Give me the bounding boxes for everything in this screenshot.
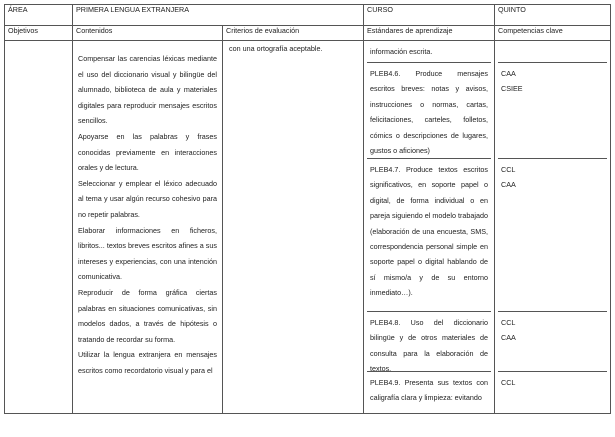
criterios-cell: [223, 41, 364, 414]
curso-value: QUINTO: [495, 5, 611, 26]
estandares-cell: [364, 41, 495, 414]
curso-label: CURSO: [364, 5, 495, 26]
criterio-text: con una ortografía aceptable.: [229, 44, 323, 53]
contenido-item: Utilizar la lengua extranjera en mensajes escritos como recordatorio visual y para el: [78, 350, 217, 375]
col-estandares: Estándares de aprendizaje: [364, 26, 495, 41]
contenido-item: Reproducir de forma gráfica ciertas palabras en situaciones comunicativas, sin modelos dados, a través de hipótesis o tratando de recordar su forma.: [78, 287, 217, 344]
estandar-item: PLEB4.7. Produce textos escritos significativos, en soporte papel o digital, de forma individual o en pareja siguiendo el modelo trabajado (elaboración de una encuesta, SMS, correspondencia personal simple en soporte papel o digital hablando de sí mismo/a y de su entorno inmediato…).: [370, 165, 488, 298]
contenido-item: Elaborar informaciones en ficheros, libritos... textos breves escritos afines a sus intereses y experiencias, con una intención comunicativa.: [78, 225, 217, 282]
col-contenidos: Contenidos: [73, 26, 223, 41]
col-competencias: Competencias clave: [495, 26, 611, 41]
competencia-code: CSIEE: [501, 84, 523, 94]
contenido-item: Compensar las carencias léxicas mediante el uso del diccionario visual y bilingüe del alumnado, biblioteca de aula y materiales digitales para reproducir mensajes escritos sencillos.: [78, 54, 217, 126]
contenido-item: Apoyarse en las palabras y frases conocidas previamente en interacciones orales y de lectura.: [78, 131, 217, 173]
estandar-item: PLEB4.8. Uso del diccionario bilingüe y de otros materiales de consulta para la elaboración de textos.: [370, 318, 488, 374]
area-label: ÁREA: [5, 5, 73, 26]
competencia-code: CCL: [501, 378, 516, 387]
contenidos-cell: [73, 41, 223, 414]
competencias-cell: [495, 41, 611, 414]
competencia-code: CCL: [501, 165, 516, 174]
objetivos-cell: [5, 41, 73, 414]
estandar-item: PLEB4.6. Produce mensajes escritos breves: notas y avisos, instrucciones o normas, cartas, felicitaciones, carteles, folletos, cómics o descripciones de lugares, gustos o aficiones): [370, 69, 488, 156]
estandar-item: información escrita.: [370, 47, 433, 56]
competencia-code: CAA: [501, 333, 516, 343]
contenido-item: Seleccionar y emplear el léxico adecuado al tema y usar algún recurso cohesivo para no repetir palabras.: [78, 178, 217, 219]
area-value: PRIMERA LENGUA EXTRANJERA: [73, 5, 364, 26]
competencia-code: CAA: [501, 69, 516, 78]
estandar-item: PLEB4.9. Presenta sus textos con caligrafía clara y limpieza: evitando: [370, 378, 488, 403]
col-criterios: Criterios de evaluación: [223, 26, 364, 41]
col-objetivos: Objetivos: [5, 26, 73, 41]
curriculum-table: [4, 4, 611, 414]
competencia-code: CCL: [501, 318, 516, 327]
competencia-code: CAA: [501, 180, 516, 190]
